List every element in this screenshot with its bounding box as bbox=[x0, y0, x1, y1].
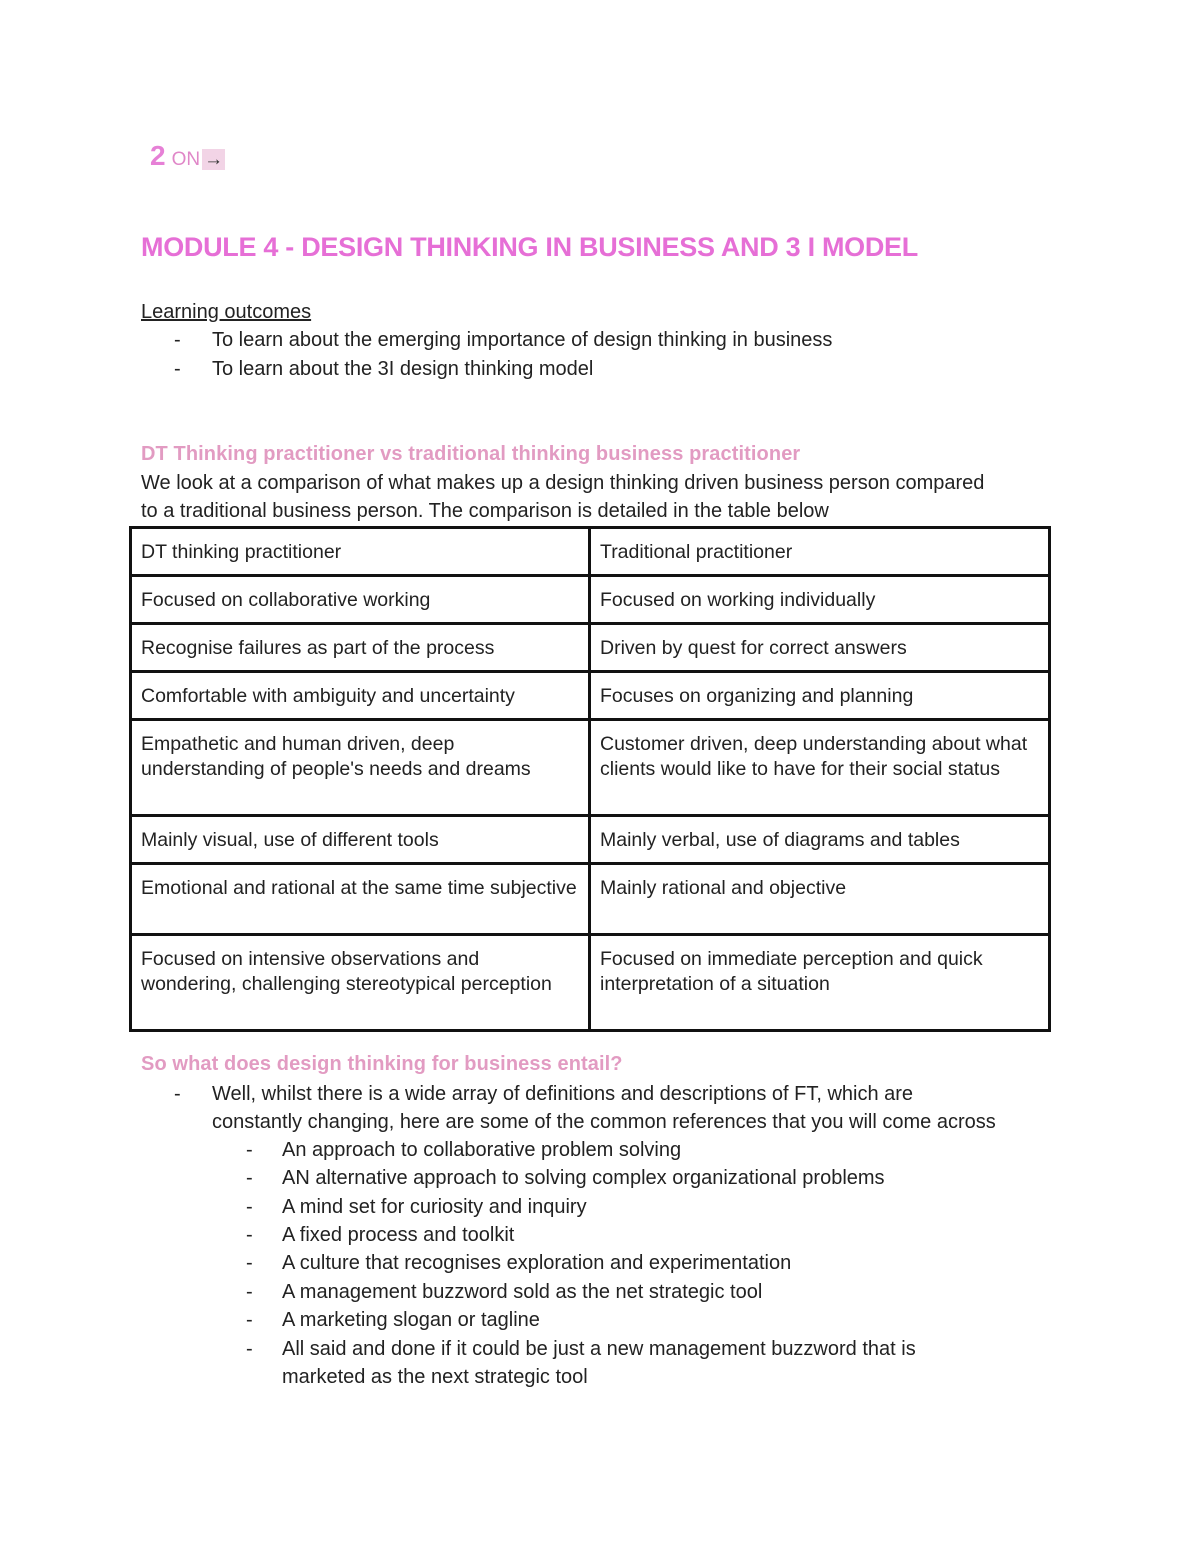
table-cell: Comfortable with ambiguity and uncertainty bbox=[131, 672, 590, 720]
table-cell: Mainly verbal, use of diagrams and tables bbox=[590, 816, 1050, 864]
dash-bullet: - bbox=[246, 1338, 253, 1360]
learning-outcome-text: To learn about the emerging importance of design thinking in business bbox=[212, 329, 833, 351]
table-row bbox=[131, 672, 1050, 720]
sub-item-text: A mind set for curiosity and inquiry bbox=[282, 1196, 587, 1218]
table-header-cell: DT thinking practitioner bbox=[131, 528, 590, 576]
table-row bbox=[131, 935, 1050, 1031]
table-cell: Focused on intensive observations and wondering, challenging stereotypical perception bbox=[131, 935, 590, 1031]
dash-bullet: - bbox=[246, 1224, 253, 1246]
dash-bullet: - bbox=[174, 358, 181, 380]
table-row bbox=[131, 624, 1050, 672]
table-cell: Focused on immediate perception and quick interpretation of a situation bbox=[590, 935, 1050, 1031]
table-row bbox=[131, 576, 1050, 624]
learning-outcomes-heading: Learning outcomes bbox=[141, 301, 312, 323]
table-cell: Focused on collaborative working bbox=[131, 576, 590, 624]
table-row bbox=[131, 528, 1050, 576]
page-tag bbox=[150, 140, 225, 172]
table-row bbox=[131, 720, 1050, 816]
sub-item-text: All said and done if it could be just a new management buzzword that is bbox=[282, 1338, 916, 1360]
dash-bullet: - bbox=[246, 1281, 253, 1303]
table-header-cell: Traditional practitioner bbox=[590, 528, 1050, 576]
dash-bullet: - bbox=[246, 1196, 253, 1218]
table-cell: Focused on working individually bbox=[590, 576, 1050, 624]
arrow-icon: → bbox=[204, 149, 224, 170]
entail-heading: So what does design thinking for business entail? bbox=[141, 1053, 623, 1075]
table-row bbox=[131, 864, 1050, 935]
table-cell: Empathetic and human driven, deep understanding of people's needs and dreams bbox=[131, 720, 590, 816]
page-number: 2 bbox=[150, 140, 166, 171]
entail-bullet-line-2: constantly changing, here are some of the common references that you will come across bbox=[212, 1111, 996, 1133]
comparison-heading: DT Thinking practitioner vs traditional thinking business practitioner bbox=[141, 443, 801, 465]
dash-bullet: - bbox=[174, 1083, 181, 1105]
on-label: ON bbox=[171, 149, 201, 170]
table-cell: Mainly rational and objective bbox=[590, 864, 1050, 935]
dash-bullet: - bbox=[246, 1139, 253, 1161]
comparison-intro-line-2: to a traditional business person. The comparison is detailed in the table below bbox=[141, 500, 829, 522]
sub-item-text: A culture that recognises exploration and experimentation bbox=[282, 1252, 792, 1274]
entail-bullet-line-1: Well, whilst there is a wide array of definitions and descriptions of FT, which are bbox=[212, 1083, 914, 1105]
dash-bullet: - bbox=[246, 1252, 253, 1274]
table-row bbox=[131, 816, 1050, 864]
table-cell: Recognise failures as part of the process bbox=[131, 624, 590, 672]
module-title: MODULE 4 - DESIGN THINKING IN BUSINESS AND 3 I MODEL bbox=[141, 232, 918, 262]
table-cell: Emotional and rational at the same time subjective bbox=[131, 864, 590, 935]
table-cell: Driven by quest for correct answers bbox=[590, 624, 1050, 672]
sub-item-text: A marketing slogan or tagline bbox=[282, 1309, 540, 1331]
sub-item-text: AN alternative approach to solving complex organizational problems bbox=[282, 1167, 885, 1189]
comparison-table bbox=[129, 526, 1051, 1032]
sub-item-continuation: marketed as the next strategic tool bbox=[282, 1366, 588, 1388]
dash-bullet: - bbox=[246, 1309, 253, 1331]
dash-bullet: - bbox=[174, 329, 181, 351]
comparison-intro-line-1: We look at a comparison of what makes up a design thinking driven business person compared bbox=[141, 472, 985, 494]
dash-bullet: - bbox=[246, 1167, 253, 1189]
sub-item-text: A fixed process and toolkit bbox=[282, 1224, 515, 1246]
table-cell: Customer driven, deep understanding about what clients would like to have for their social status bbox=[590, 720, 1050, 816]
sub-item-text: An approach to collaborative problem solving bbox=[282, 1139, 682, 1161]
sub-item-text: A management buzzword sold as the net strategic tool bbox=[282, 1281, 763, 1303]
learning-outcome-text: To learn about the 3I design thinking model bbox=[212, 358, 594, 380]
table-cell: Focuses on organizing and planning bbox=[590, 672, 1050, 720]
table-cell: Mainly visual, use of different tools bbox=[131, 816, 590, 864]
